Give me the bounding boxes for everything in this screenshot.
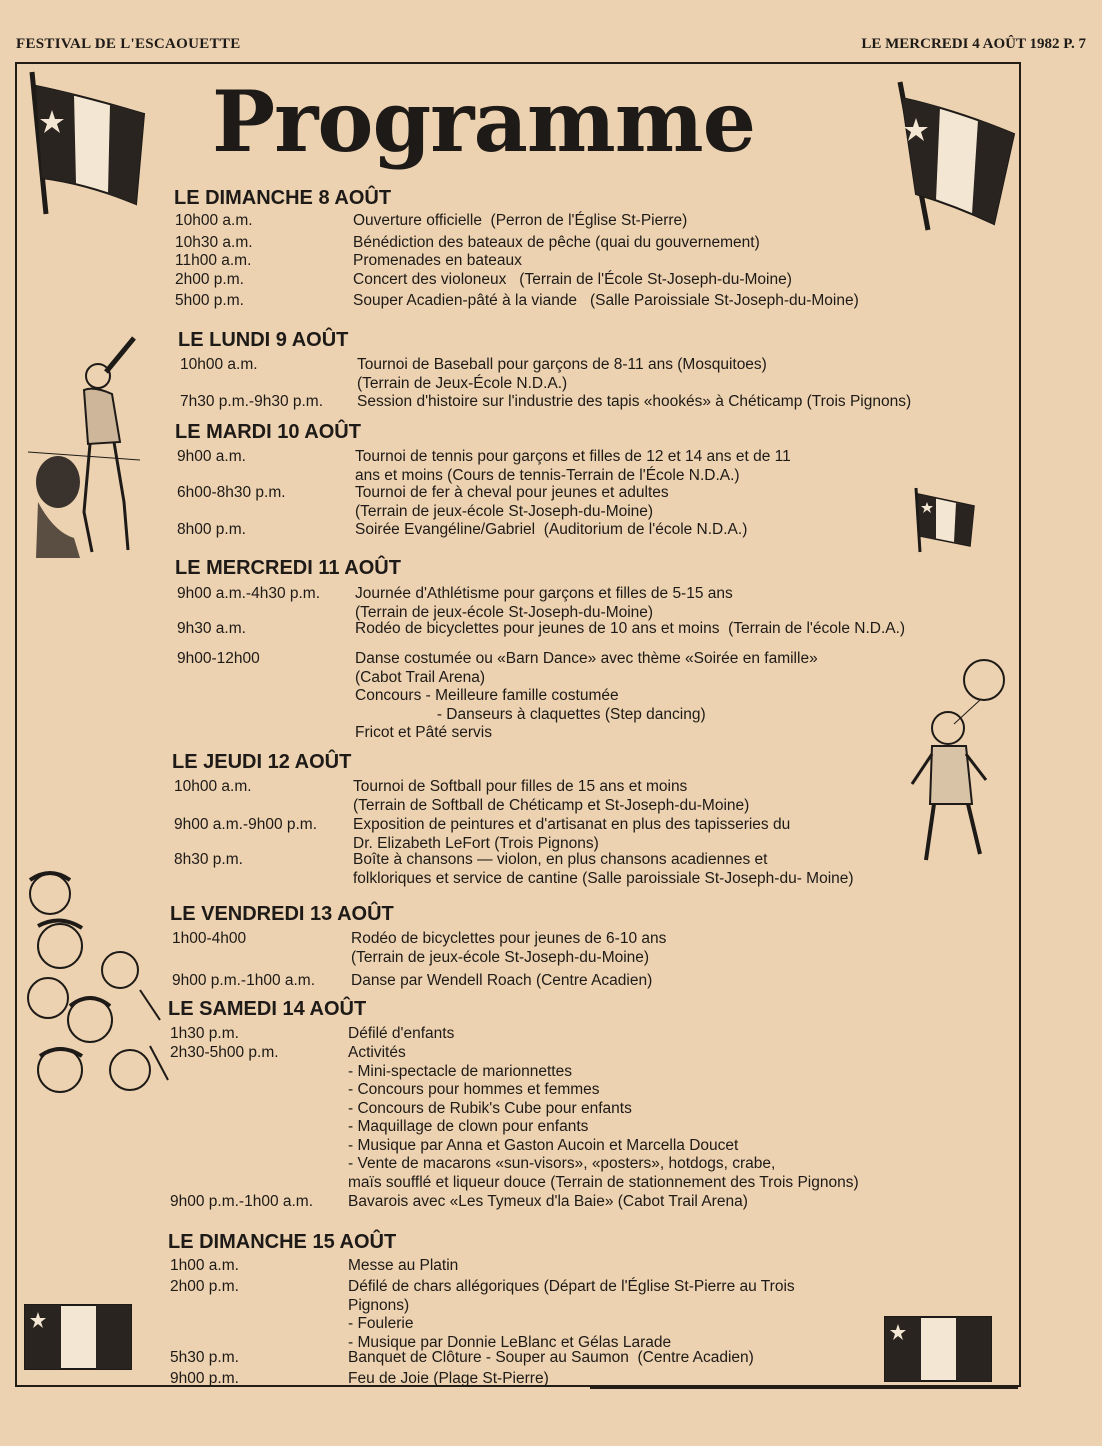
entry-description: Promenades en bateaux <box>353 252 522 269</box>
entry-description: - Danseurs à claquettes (Step dancing) <box>355 705 706 723</box>
entry-description: ans et moins (Cours de tennis-Terrain de l'École N.D.A.) <box>355 466 740 484</box>
entry-time: 1h30 p.m. <box>170 1025 239 1042</box>
day-heading: LE MERCREDI 11 AOÛT <box>175 557 401 579</box>
entry-time: 8h00 p.m. <box>177 521 246 538</box>
entry-description: Banquet de Clôture - Souper au Saumon (Centre Acadien) <box>348 1349 754 1366</box>
entry-time: 5h00 p.m. <box>175 292 244 309</box>
entry-time: 9h00 p.m.-1h00 a.m. <box>172 972 316 989</box>
entry-time: 10h30 a.m. <box>175 234 253 251</box>
entry-description: Messe au Platin <box>348 1257 459 1274</box>
day-heading: LE DIMANCHE 8 AOÛT <box>174 187 392 209</box>
entry-description: Session d'histoire sur l'industrie des tapis «hookés» à Chéticamp (Trois Pignons) <box>357 393 912 410</box>
day-heading: LE MARDI 10 AOÛT <box>175 421 361 443</box>
entry-time: 11h00 a.m. <box>175 252 252 269</box>
entry-description: Journée d'Athlétisme pour garçons et filles de 5-15 ans <box>355 585 733 602</box>
entry-time: 2h30-5h00 p.m. <box>170 1044 279 1061</box>
entry-time: 1h00-4h00 <box>172 930 247 947</box>
day-heading: LE VENDREDI 13 AOÛT <box>170 903 394 925</box>
entry-time: 2h00 p.m. <box>170 1278 239 1295</box>
entry-description: Activités <box>348 1044 406 1061</box>
entry-description: Concours - Meilleure famille costumée <box>355 687 619 704</box>
entry-time: 2h00 p.m. <box>175 271 244 288</box>
entry-description: - Concours de Rubik's Cube pour enfants <box>348 1099 632 1117</box>
entry-description: - Foulerie <box>348 1315 414 1332</box>
entry-description: Danse par Wendell Roach (Centre Acadien) <box>351 972 653 989</box>
entry-time: 9h00 a.m. <box>177 448 246 465</box>
entry-description: Boîte à chansons — violon, en plus chansons acadiennes et <box>353 851 768 868</box>
entry-description: Souper Acadien-pâté à la viande (Salle Paroissiale St-Joseph-du-Moine) <box>353 292 859 309</box>
entry-time: 5h30 p.m. <box>170 1349 239 1366</box>
entry-description: folkloriques et service de cantine (Salle paroissiale St-Joseph-du- Moine) <box>353 869 854 887</box>
entry-time: 7h30 p.m.-9h30 p.m. <box>180 393 324 410</box>
entry-description: Défilé d'enfants <box>348 1025 455 1042</box>
day-heading: LE SAMEDI 14 AOÛT <box>168 998 367 1020</box>
entry-time: 6h00-8h30 p.m. <box>177 484 286 501</box>
entry-description: - Vente de macarons «sun-visors», «posters», hotdogs, crabe, <box>348 1155 776 1172</box>
entry-time: 9h00 p.m.-1h00 a.m. <box>170 1193 314 1210</box>
entry-description: (Terrain de jeux-école St-Joseph-du-Moine) <box>355 603 654 621</box>
entry-description: Danse costumée ou «Barn Dance» avec thème «Soirée en famille» <box>355 650 818 667</box>
entry-time: 10h00 a.m. <box>174 778 252 795</box>
dateline: LE MERCREDI 4 AOÛT 1982 P. 7 <box>861 36 1086 52</box>
entry-description: Ouverture officielle (Perron de l'Église St-Pierre) <box>353 212 688 229</box>
entry-description: Tournoi de Softball pour filles de 15 ans et moins <box>353 778 688 795</box>
entry-description: - Concours pour hommes et femmes <box>348 1081 600 1098</box>
entry-time: 9h00 a.m.-9h00 p.m. <box>174 816 318 833</box>
closing-rule <box>590 1387 1018 1389</box>
entry-description: (Terrain de Softball de Chéticamp et St-Joseph-du-Moine) <box>353 796 750 814</box>
entry-description: - Mini-spectacle de marionnettes <box>348 1062 572 1080</box>
page-title: Programme <box>212 72 756 171</box>
entry-description: Tournoi de Baseball pour garçons de 8-11 ans (Mosquitoes) <box>357 356 767 373</box>
entry-description: Rodéo de bicyclettes pour jeunes de 6-10 ans <box>351 930 667 947</box>
entry-time: 1h00 a.m. <box>170 1257 239 1274</box>
entry-description: - Musique par Anna et Gaston Aucoin et Marcella Doucet <box>348 1136 739 1154</box>
entry-description: Concert des violoneux (Terrain de l'École St-Joseph-du-Moine) <box>353 271 792 288</box>
entry-description: - Musique par Donnie LeBlanc et Gélas Larade <box>348 1333 672 1351</box>
entry-description: Soirée Evangéline/Gabriel (Auditorium de l'école N.D.A.) <box>355 521 748 538</box>
entry-description: Tournoi de fer à cheval pour jeunes et adultes <box>355 484 669 501</box>
day-heading: LE JEUDI 12 AOÛT <box>172 751 352 773</box>
entry-description: Dr. Elizabeth LeFort (Trois Pignons) <box>353 834 599 852</box>
entry-time: 8h30 p.m. <box>174 851 243 868</box>
day-heading: LE LUNDI 9 AOÛT <box>178 329 349 351</box>
entry-description: Défilé de chars allégoriques (Départ de l'Église St-Pierre au Trois <box>348 1278 795 1295</box>
day-heading: LE DIMANCHE 15 AOÛT <box>168 1231 397 1253</box>
entry-time: 9h30 a.m. <box>177 620 246 637</box>
entry-description: Rodéo de bicyclettes pour jeunes de 10 ans et moins (Terrain de l'école N.D.A.) <box>355 620 906 637</box>
entry-description: Fricot et Pâté servis <box>355 724 492 741</box>
entry-description: Bénédiction des bateaux de pêche (quai du gouvernement) <box>353 234 760 251</box>
entry-time: 9h00-12h00 <box>177 650 260 667</box>
entry-description: (Terrain de jeux-école St-Joseph-du-Moine) <box>355 502 654 520</box>
entry-description: maïs soufflé et liqueur douce (Terrain de stationnement des Trois Pignons) <box>348 1173 859 1191</box>
entry-description: Tournoi de tennis pour garçons et filles de 12 et 14 ans et de 11 <box>355 448 791 465</box>
entry-description: (Cabot Trail Arena) <box>355 668 486 686</box>
entry-description: (Terrain de jeux-école St-Joseph-du-Moine) <box>351 948 650 966</box>
entry-time: 10h00 a.m. <box>180 356 258 373</box>
entry-description: Exposition de peintures et d'artisanat en plus des tapisseries du <box>353 816 791 833</box>
entry-description: Bavarois avec «Les Tymeux d'la Baie» (Cabot Trail Arena) <box>348 1193 748 1210</box>
entry-description: Feu de Joie (Plage St-Pierre) <box>348 1370 549 1387</box>
entry-description: - Maquillage de clown pour enfants <box>348 1118 589 1135</box>
entry-time: 9h00 a.m.-4h30 p.m. <box>177 585 321 602</box>
entry-description: Pignons) <box>348 1296 410 1314</box>
publication-name: FESTIVAL DE L'ESCAOUETTE <box>16 36 241 52</box>
entry-description: (Terrain de Jeux-École N.D.A.) <box>357 374 568 392</box>
entry-time: 9h00 p.m. <box>170 1370 239 1387</box>
entry-time: 10h00 a.m. <box>175 212 253 229</box>
